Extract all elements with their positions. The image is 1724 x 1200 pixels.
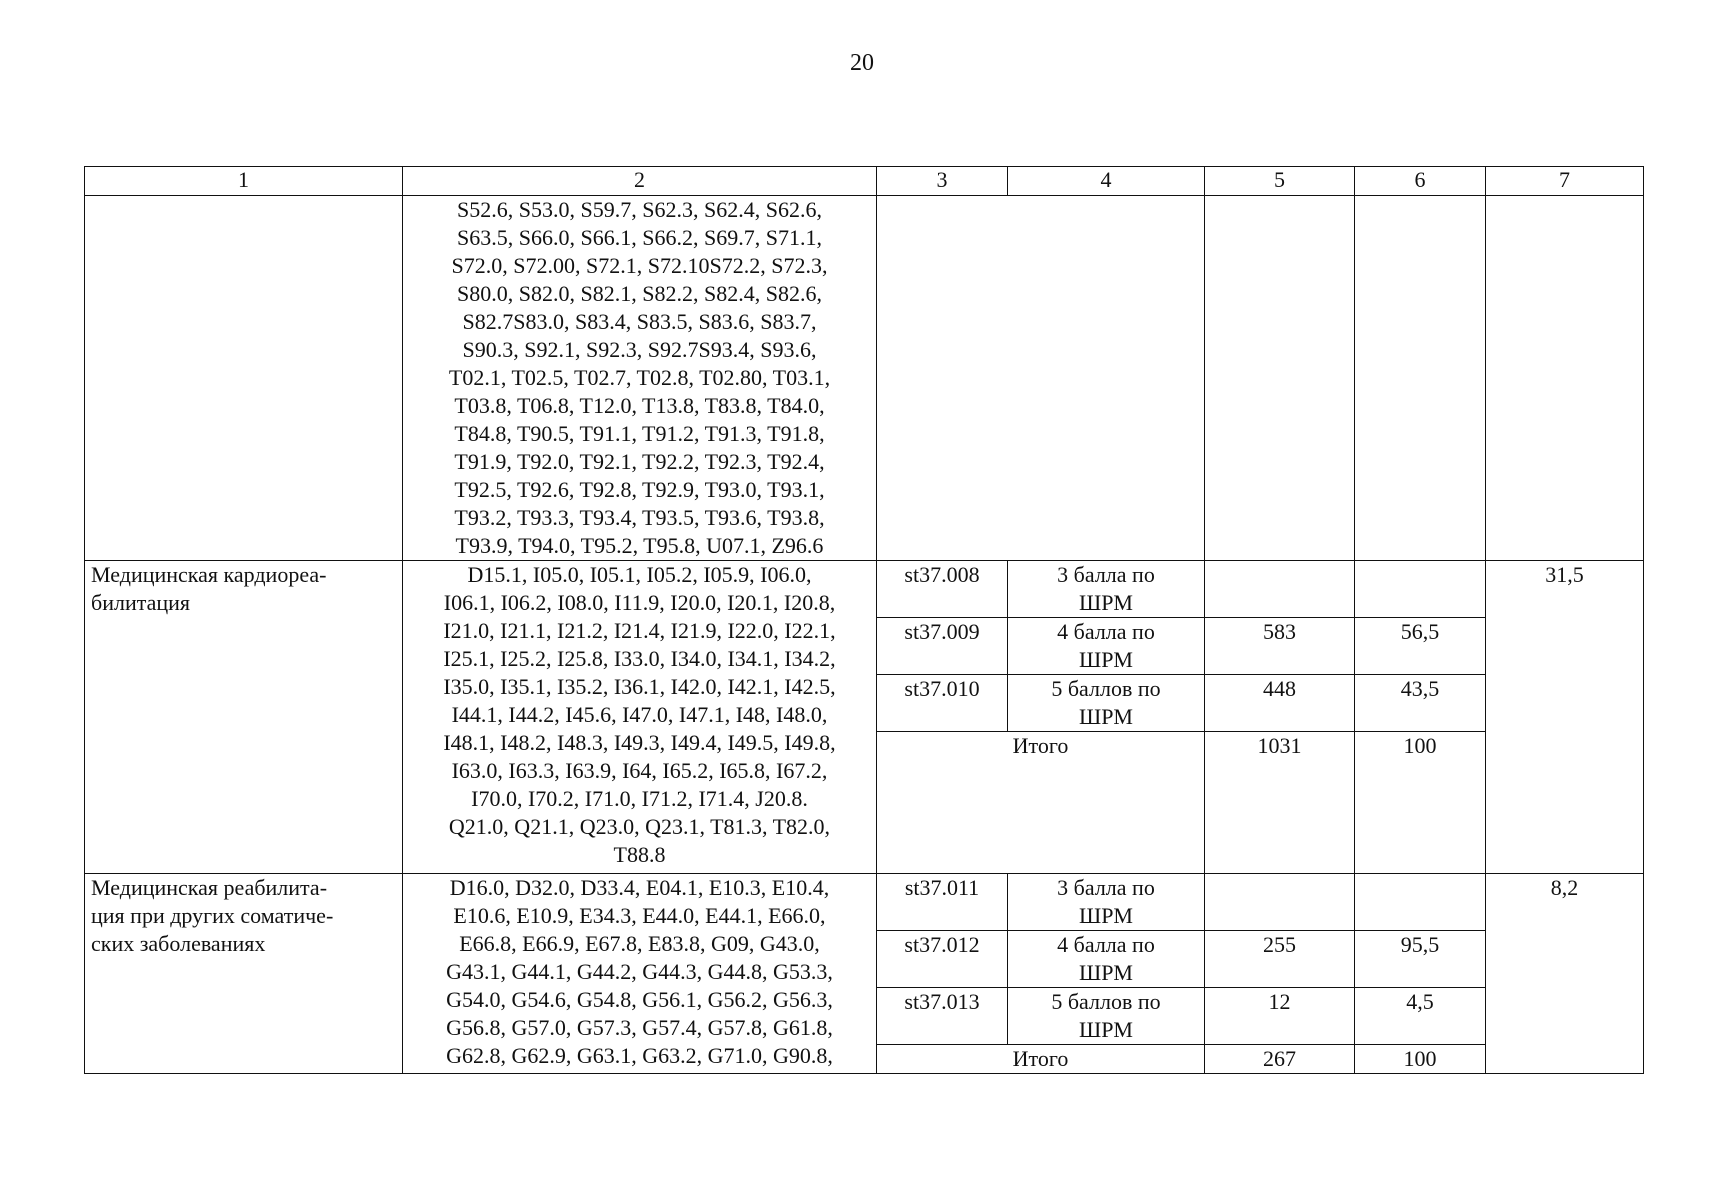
header-col-3: 3 bbox=[877, 167, 1008, 196]
code-line: S52.6, S53.0, S59.7, S62.3, S62.4, S62.6, bbox=[457, 197, 822, 222]
continuation-col7-cell bbox=[1486, 196, 1644, 561]
header-col-5: 5 bbox=[1205, 167, 1355, 196]
ksg-code-cell: st37.010 bbox=[877, 675, 1008, 732]
code-line: I06.1, I06.2, I08.0, I11.9, I20.0, I20.1, I20.8, bbox=[443, 590, 836, 615]
document-table bbox=[84, 166, 1644, 1074]
continuation-col6-cell bbox=[1355, 196, 1486, 561]
ksg-desc-line: ШРМ bbox=[1079, 1017, 1133, 1042]
code-line: G43.1, G44.1, G44.2, G44.3, G44.8, G53.3, bbox=[446, 959, 833, 984]
group-codes-cell bbox=[403, 561, 877, 874]
ksg-desc-line: 4 балла по bbox=[1057, 932, 1155, 957]
code-line: I21.0, I21.1, I21.2, I21.4, I21.9, I22.0, I22.1, bbox=[443, 618, 836, 643]
ksg-desc-line: ШРМ bbox=[1079, 704, 1133, 729]
col5-value: 583 bbox=[1205, 618, 1355, 675]
continuation-codes-cell bbox=[403, 196, 877, 561]
group-name-line: ских заболеваниях bbox=[91, 931, 266, 956]
col6-value: 56,5 bbox=[1355, 618, 1486, 675]
ksg-code-cell: st37.013 bbox=[877, 988, 1008, 1045]
ksg-desc-line: 5 баллов по bbox=[1051, 989, 1161, 1014]
code-line: D15.1, I05.0, I05.1, I05.2, I05.9, I06.0, bbox=[467, 562, 812, 587]
ksg-desc-line: ШРМ bbox=[1079, 647, 1133, 672]
code-line: E66.8, E66.9, E67.8, E83.8, G09, G43.0, bbox=[459, 931, 820, 956]
header-col-6: 6 bbox=[1355, 167, 1486, 196]
col6-value bbox=[1355, 874, 1486, 931]
ksg-desc-line: 5 баллов по bbox=[1051, 676, 1161, 701]
total-col6: 100 bbox=[1355, 732, 1486, 874]
code-line: S63.5, S66.0, S66.1, S66.2, S69.7, S71.1, bbox=[457, 225, 822, 250]
col6-value bbox=[1355, 561, 1486, 618]
page-number: 20 bbox=[850, 50, 874, 76]
continuation-col5-cell bbox=[1205, 196, 1355, 561]
group-name-line: ция при других соматиче- bbox=[91, 903, 334, 928]
code-line: T92.5, T92.6, T92.8, T92.9, T93.0, T93.1, bbox=[454, 477, 825, 502]
code-line: I25.1, I25.2, I25.8, I33.0, I34.0, I34.1, I34.2, bbox=[443, 646, 836, 671]
code-line: E10.6, E10.9, E34.3, E44.0, E44.1, E66.0, bbox=[453, 903, 826, 928]
code-line: S72.0, S72.00, S72.1, S72.10S72.2, S72.3, bbox=[451, 253, 828, 278]
col6-value: 4,5 bbox=[1355, 988, 1486, 1045]
ksg-desc-line: 3 балла по bbox=[1057, 875, 1155, 900]
col5-value bbox=[1205, 561, 1355, 618]
group-row bbox=[85, 561, 1644, 618]
total-col6: 100 bbox=[1355, 1045, 1486, 1074]
total-label: Итого bbox=[877, 732, 1205, 874]
header-col-7: 7 bbox=[1486, 167, 1644, 196]
code-line: T03.8, T06.8, T12.0, T13.8, T83.8, T84.0, bbox=[454, 393, 825, 418]
code-line: I35.0, I35.1, I35.2, I36.1, I42.0, I42.1, I42.5, bbox=[443, 674, 836, 699]
code-line: T91.9, T92.0, T92.1, T92.2, T92.3, T92.4, bbox=[454, 449, 825, 474]
code-line: Q21.0, Q21.1, Q23.0, Q23.1, T81.3, T82.0, bbox=[448, 814, 831, 839]
ksg-code-cell: st37.009 bbox=[877, 618, 1008, 675]
code-line: T93.2, T93.3, T93.4, T93.5, T93.6, T93.8, bbox=[454, 505, 825, 530]
ksg-desc-cell bbox=[1008, 874, 1205, 931]
code-line: T88.8 bbox=[613, 842, 666, 867]
continuation-name-cell bbox=[85, 196, 403, 561]
ksg-code-cell: st37.012 bbox=[877, 931, 1008, 988]
ksg-code-cell: st37.011 bbox=[877, 874, 1008, 931]
col7-value: 8,2 bbox=[1486, 874, 1644, 1074]
ksg-desc-cell bbox=[1008, 988, 1205, 1045]
code-line: I48.1, I48.2, I48.3, I49.3, I49.4, I49.5, I49.8, bbox=[443, 730, 836, 755]
ksg-desc-cell bbox=[1008, 675, 1205, 732]
code-line: T93.9, T94.0, T95.2, T95.8, U07.1, Z96.6 bbox=[455, 533, 824, 558]
group-row bbox=[85, 874, 1644, 931]
ksg-desc-cell bbox=[1008, 618, 1205, 675]
code-line: D16.0, D32.0, D33.4, E04.1, E10.3, E10.4, bbox=[449, 875, 830, 900]
header-row bbox=[85, 167, 1644, 196]
col6-value: 95,5 bbox=[1355, 931, 1486, 988]
group-name-line: билитация bbox=[91, 590, 191, 615]
code-line: S90.3, S92.1, S92.3, S92.7S93.4, S93.6, bbox=[462, 337, 817, 362]
code-line: G54.0, G54.6, G54.8, G56.1, G56.2, G56.3, bbox=[446, 987, 833, 1012]
col7-value: 31,5 bbox=[1486, 561, 1644, 874]
code-line: S82.7S83.0, S83.4, S83.5, S83.6, S83.7, bbox=[462, 309, 817, 334]
code-line: I63.0, I63.3, I63.9, I64, I65.2, I65.8, I67.2, bbox=[451, 758, 828, 783]
col5-value: 12 bbox=[1205, 988, 1355, 1045]
group-name-cell bbox=[85, 561, 403, 874]
ksg-desc-cell bbox=[1008, 561, 1205, 618]
col5-value: 448 bbox=[1205, 675, 1355, 732]
ksg-desc-line: ШРМ bbox=[1079, 903, 1133, 928]
total-col5: 267 bbox=[1205, 1045, 1355, 1074]
code-line: S80.0, S82.0, S82.1, S82.2, S82.4, S82.6, bbox=[457, 281, 822, 306]
group-name-line: Медицинская кардиореа- bbox=[91, 562, 327, 587]
col6-value: 43,5 bbox=[1355, 675, 1486, 732]
ksg-desc-line: ШРМ bbox=[1079, 590, 1133, 615]
code-line: G56.8, G57.0, G57.3, G57.4, G57.8, G61.8, bbox=[446, 1015, 833, 1040]
total-label: Итого bbox=[877, 1045, 1205, 1074]
ksg-desc-line: 4 балла по bbox=[1057, 619, 1155, 644]
col5-value: 255 bbox=[1205, 931, 1355, 988]
col5-value bbox=[1205, 874, 1355, 931]
total-col5: 1031 bbox=[1205, 732, 1355, 874]
group-codes-cell bbox=[403, 874, 877, 1074]
code-line: G62.8, G62.9, G63.1, G63.2, G71.0, G90.8, bbox=[446, 1043, 833, 1068]
continuation-row bbox=[85, 196, 1644, 561]
group-name-line: Медицинская реабилита- bbox=[91, 875, 328, 900]
ksg-code-cell: st37.008 bbox=[877, 561, 1008, 618]
group-name-cell bbox=[85, 874, 403, 1074]
code-line: T84.8, T90.5, T91.1, T91.2, T91.3, T91.8, bbox=[454, 421, 825, 446]
code-line: T02.1, T02.5, T02.7, T02.8, T02.80, T03.1, bbox=[448, 365, 831, 390]
header-col-1: 1 bbox=[85, 167, 403, 196]
header-col-2: 2 bbox=[403, 167, 877, 196]
continuation-empty-cell bbox=[877, 196, 1205, 561]
header-col-4: 4 bbox=[1008, 167, 1205, 196]
ksg-desc-line: 3 балла по bbox=[1057, 562, 1155, 587]
ksg-desc-cell bbox=[1008, 931, 1205, 988]
ksg-desc-line: ШРМ bbox=[1079, 960, 1133, 985]
code-line: I44.1, I44.2, I45.6, I47.0, I47.1, I48, I48.0, bbox=[451, 702, 828, 727]
code-line: I70.0, I70.2, I71.0, I71.2, I71.4, J20.8. bbox=[471, 786, 808, 811]
